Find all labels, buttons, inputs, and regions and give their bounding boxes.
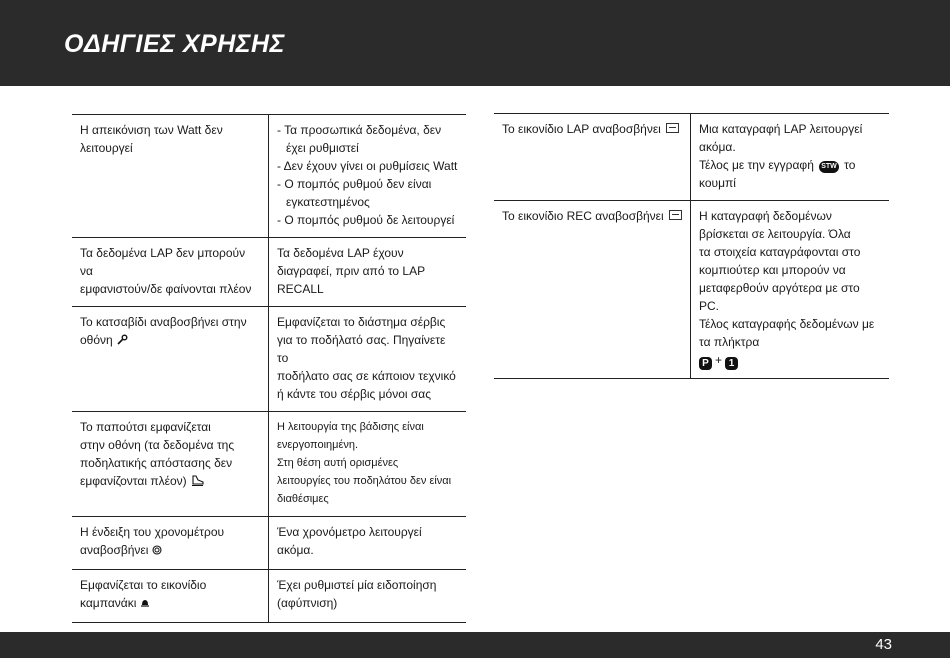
stopwatch-icon — [152, 543, 162, 561]
problem-cell: Το κατσαβίδι αναβοσβήνει στην οθόνη — [72, 307, 269, 412]
shoe-icon — [191, 474, 204, 492]
solution-cell: - Τα προσωπικά δεδομένα, δεν έχει ρυθμιστεί - Δεν έχουν γίνει οι ρυθμίσεις Watt - Ο πομπός ρυθμού δεν είναι εγκατεστημένος - Ο πομπός ρυθμού δε λειτουργεί — [269, 115, 467, 238]
problem-cell: Εμφανίζεται το εικονίδιο καμπανάκι — [72, 570, 269, 623]
page-number: 43 — [875, 636, 892, 653]
rec-icon — [669, 210, 682, 220]
table-row — [72, 517, 466, 570]
wrench-icon — [117, 333, 128, 351]
stw-button-icon: STW — [819, 161, 839, 173]
page-header — [0, 0, 950, 86]
one-key-icon: 1 — [725, 357, 738, 370]
problem-cell: Η απεικόνιση των Watt δεν λειτουργεί — [72, 115, 269, 238]
solution-cell: Έχει ρυθμιστεί μία ειδοποίηση (αφύπνιση) — [269, 570, 467, 623]
problem-cell: Τα δεδομένα LAP δεν μπορούν να εμφανιστούν/δε φαίνονται πλέον — [72, 238, 269, 307]
solution-cell: Η λειτουργία της βάδισης είναι ενεργοποιημένη. Στη θέση αυτή ορισμένες λειτουργίες του ποδηλάτου δεν είναι διαθέσιμες — [269, 412, 467, 517]
table-row — [494, 201, 889, 379]
troubleshooting-table-left — [72, 114, 466, 623]
solution-cell: Ένα χρονόμετρο λειτουργεί ακόμα. — [269, 517, 467, 570]
solution-cell: Η καταγραφή δεδομένων βρίσκεται σε λειτουργία. Όλα τα στοιχεία καταγράφονται στο κομπιούτερ και μπορούν να μεταφερθούν αργότερα με στο PC. Τέλος καταγραφής δεδομένων με τα πλήκτρα P + 1 — [691, 201, 890, 379]
problem-cell: Το εικονίδιο LAP αναβοσβήνει — [494, 114, 691, 201]
solution-cell: Εμφανίζεται το διάστημα σέρβις για το ποδήλατό σας. Πηγαίνετε το ποδήλατο σας σε κάποιον τεχνικό ή κάντε του σέρβις μόνοι σας — [269, 307, 467, 412]
problem-cell: Το εικονίδιο REC αναβοσβήνει — [494, 201, 691, 379]
table-row — [494, 114, 889, 201]
problem-cell: Η ένδειξη του χρονομέτρου αναβοσβήνει — [72, 517, 269, 570]
page-title: ΟΔΗΓΙΕΣ ΧΡΗΣΗΣ — [64, 30, 285, 58]
table-row — [72, 115, 466, 238]
table-row — [72, 238, 466, 307]
solution-cell: Μια καταγραφή LAP λειτουργεί ακόμα. Τέλος με την εγγραφή STW το κουμπί — [691, 114, 890, 201]
solution-cell: Τα δεδομένα LAP έχουν διαγραφεί, πριν από το LAP RECALL — [269, 238, 467, 307]
table-row — [72, 412, 466, 517]
table-row — [72, 307, 466, 412]
plus-sign: + — [715, 353, 723, 367]
troubleshooting-table-right — [494, 113, 889, 379]
p-key-icon: P — [699, 357, 712, 370]
page-footer — [0, 632, 950, 658]
lap-icon — [666, 123, 679, 133]
problem-cell: Το παπούτσι εμφανίζεται στην οθόνη (τα δεδομένα της ποδηλατικής απόστασης δεν εμφανίζονται πλέον) — [72, 412, 269, 517]
bell-icon — [140, 596, 150, 614]
table-row — [72, 570, 466, 623]
